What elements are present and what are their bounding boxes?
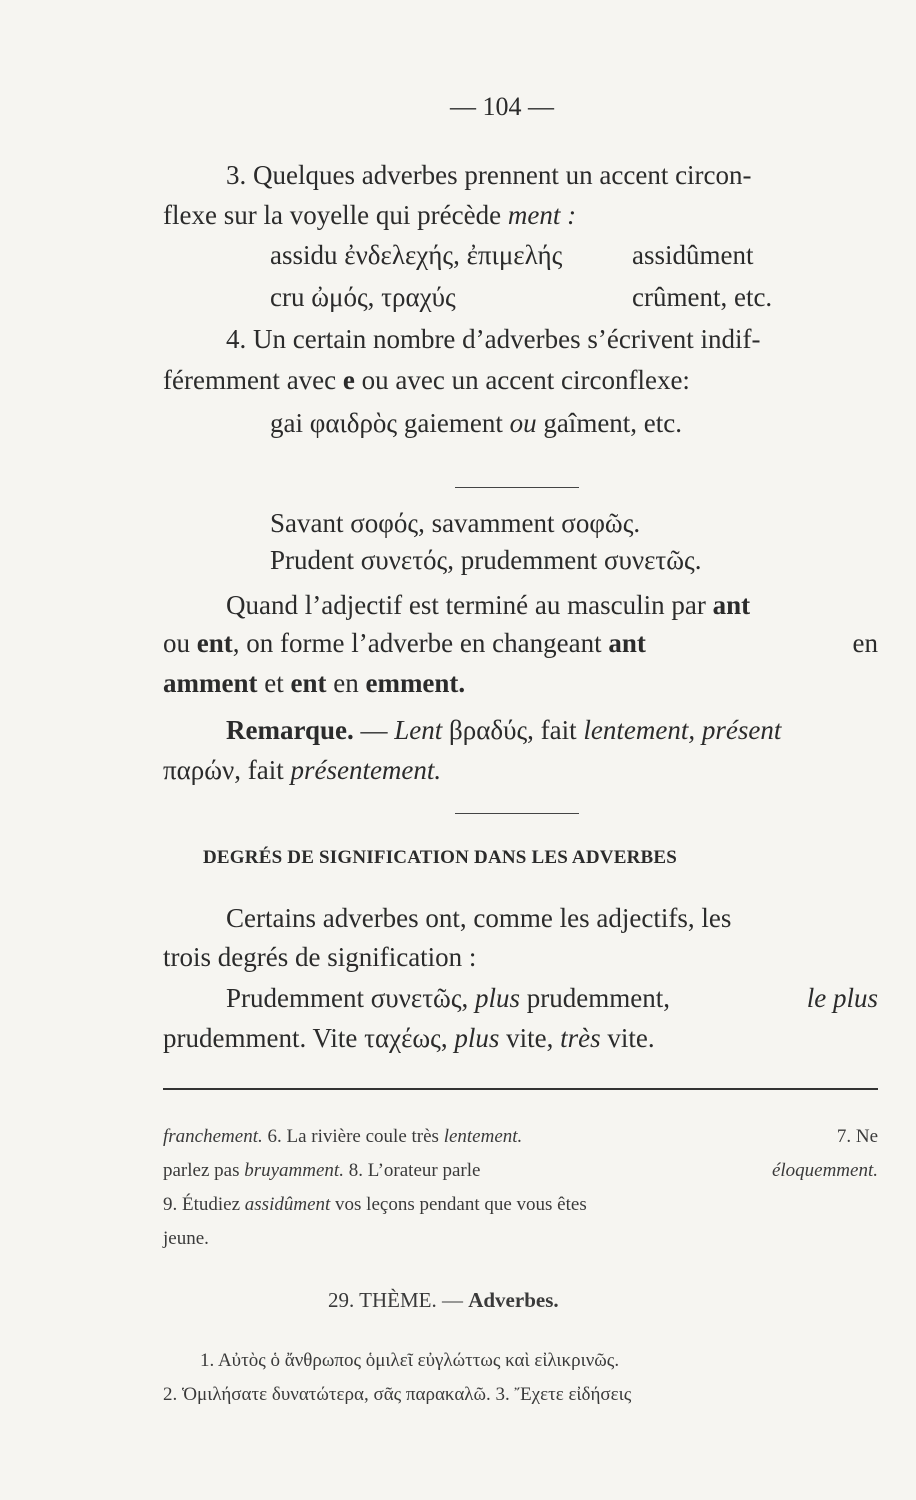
degrees-line1: Certains adverbes ont, comme les adjectifs, les <box>226 903 732 933</box>
remarque-line1: Remarque. — Lent βραδύς, fait lentement, présent <box>226 715 782 745</box>
item3-example1: assidu ἐνδελεχής, ἐπιμελής <box>270 240 563 270</box>
item3-example2-french: crûment, etc. <box>632 282 773 312</box>
footer-divider <box>163 1088 878 1090</box>
greek-line1: 1. Αὐτὸς ὁ ἄνθρωπος ὁμιλεῖ εὐγλώττως καὶ εἰλικρινῶς. <box>200 1350 620 1371</box>
rule-para-line1: Quand l’adjectif est terminé au masculin par ant <box>226 590 751 620</box>
degrees-line4: prudemment. Vite ταχέως, plus vite, très vite. <box>163 1023 655 1053</box>
divider-short <box>455 487 579 488</box>
theme-heading: 29. THÈME. — Adverbes. <box>328 1288 559 1312</box>
item3-line1: 3. Quelques adverbes prennent un accent circon- <box>226 160 752 190</box>
example-prudent: Prudent συνετός, prudemment συνετῶς. <box>270 545 702 575</box>
footer-line1: franchement. 6. La rivière coule très lentement. 7. Ne <box>163 1126 878 1147</box>
greek-line2: 2. Ὁμιλήσατε δυνατώτερα, σᾶς παρακαλῶ. 3. Ἔχετε εἰδήσεις <box>163 1384 632 1405</box>
rule-para-line3: amment et ent en emment. <box>163 668 466 698</box>
item3-example1-french: assidûment <box>632 240 754 270</box>
item3-line2: flexe sur la voyelle qui précède ment : <box>163 200 577 230</box>
item3-example2: cru ὠμός, τραχύς <box>270 282 456 312</box>
example-savant: Savant σοφός, savamment σοφῶς. <box>270 508 641 538</box>
degrees-line3: Prudemment συνετῶς, plus prudemment, le plus <box>226 983 878 1013</box>
item4-line2: féremment avec e ou avec un accent circonflexe: <box>163 365 690 395</box>
footer-line4: jeune. <box>163 1228 209 1249</box>
rule-para-line2: ou ent, on forme l’adverbe en changeant ant en <box>163 628 878 658</box>
item4-line1: 4. Un certain nombre d’adverbes s’écrivent indif- <box>226 324 761 354</box>
degrees-line2: trois degrés de signification : <box>163 942 477 972</box>
page-number: — 104 — <box>450 92 554 121</box>
section-heading: DEGRÉS DE SIGNIFICATION DANS LES ADVERBES <box>203 847 677 868</box>
remarque-line2: παρών, fait présentement. <box>163 755 442 785</box>
footer-line2: parlez pas bruyamment. 8. L’orateur parle éloquemment. <box>163 1160 878 1181</box>
footer-line3: 9. Étudiez assidûment vos leçons pendant que vous êtes <box>163 1194 587 1215</box>
item4-example: gai φαιδρὸς gaiement ou gaîment, etc. <box>270 408 683 438</box>
divider-short-2 <box>455 813 579 814</box>
